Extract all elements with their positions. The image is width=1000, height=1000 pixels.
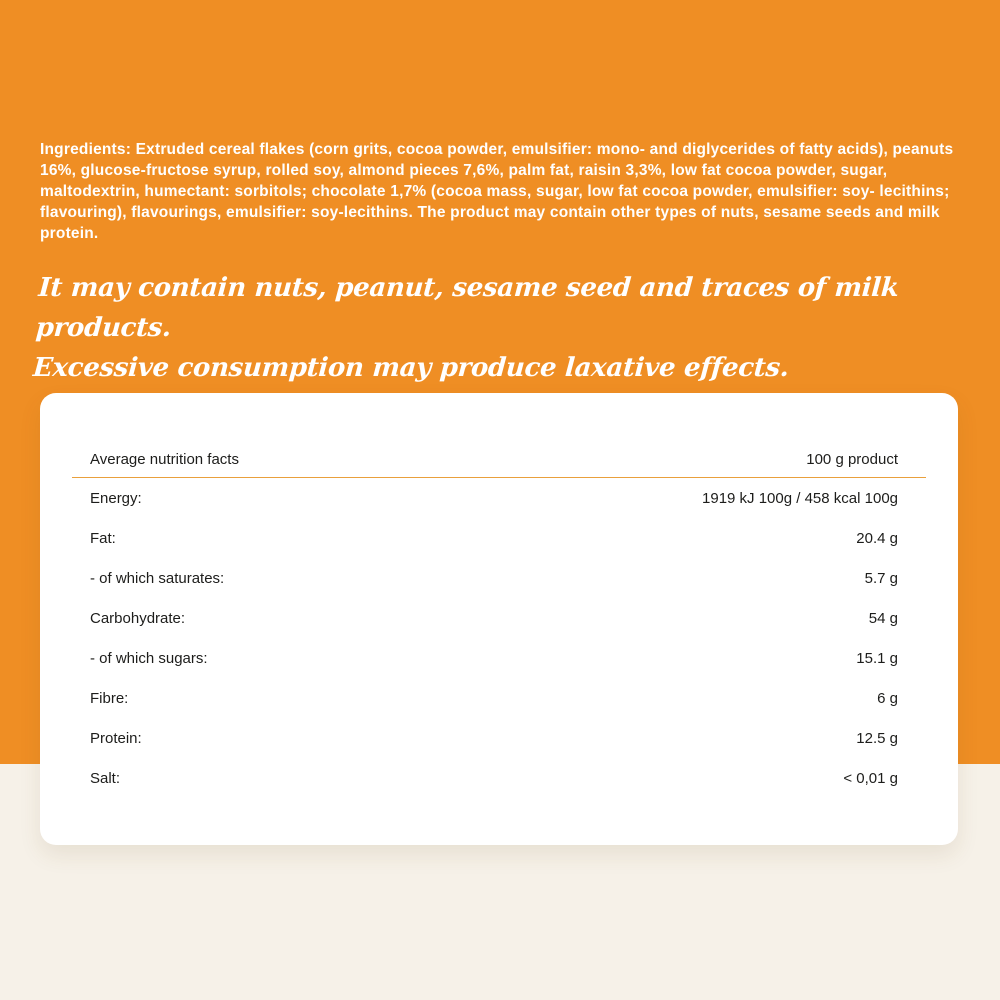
nutrition-row-value: < 0,01 g [843,769,898,787]
nutrition-rows [90,478,898,798]
nutrition-row-label: Salt: [90,769,121,787]
nutrition-row-label: Fibre: [90,689,129,707]
nutrition-row-value: 12.5 g [856,729,898,747]
nutrition-row [90,638,898,678]
nutrition-row-value: 6 g [877,689,898,707]
nutrition-row-value: 15.1 g [856,649,898,667]
nutrition-row [90,478,898,518]
nutrition-row-value: 5.7 g [864,569,898,587]
nutrition-row [90,558,898,598]
allergy-note-line1: It may contain nuts, peanut, sesame seed and traces of milk products. [34,273,900,343]
allergy-note [32,268,960,388]
nutrition-row-label: Protein: [90,729,142,747]
nutrition-facts-card [40,393,958,845]
nutrition-row-value: 20.4 g [856,529,898,547]
nutrition-row-label: - of which saturates: [90,569,225,587]
nutrition-row [90,598,898,638]
nutrition-header-unit: 100 g product [806,451,898,468]
nutrition-row-label: Carbohydrate: [90,609,186,627]
nutrition-row [90,518,898,558]
nutrition-row-value: 1919 kJ 100g / 458 kcal 100g [702,489,898,507]
nutrition-header-title: Average nutrition facts [90,451,239,468]
ingredients-text: Ingredients: Extruded cereal flakes (corn grits, cocoa powder, emulsifier: mono- and diglycerides of fatty acids), peanuts 16%, glucose-fructose syrup, rolled soy, almond pieces 7,6%, palm fat, raisin 3,3%, low fat cocoa powder, sugar, maltodextrin, humectant: sorbitols; chocolate 1,7% (cocoa mass, sugar, low fat cocoa powder, emulsifier: soy- lecithins; flavouring), flavourings, emulsifier: soy-lecithins. The product may contain other types of nuts, sesame seeds and milk protein. [40,141,954,242]
nutrition-row-label: - of which sugars: [90,649,208,667]
nutrition-table-header [90,453,898,467]
nutrition-row [90,758,898,798]
nutrition-row-label: Fat: [90,529,116,547]
nutrition-row [90,678,898,718]
nutrition-row-label: Energy: [90,489,142,507]
nutrition-row [90,718,898,758]
nutrition-row-value: 54 g [868,609,898,627]
allergy-note-line2: Excessive consumption may produce laxative effects. [31,353,790,383]
